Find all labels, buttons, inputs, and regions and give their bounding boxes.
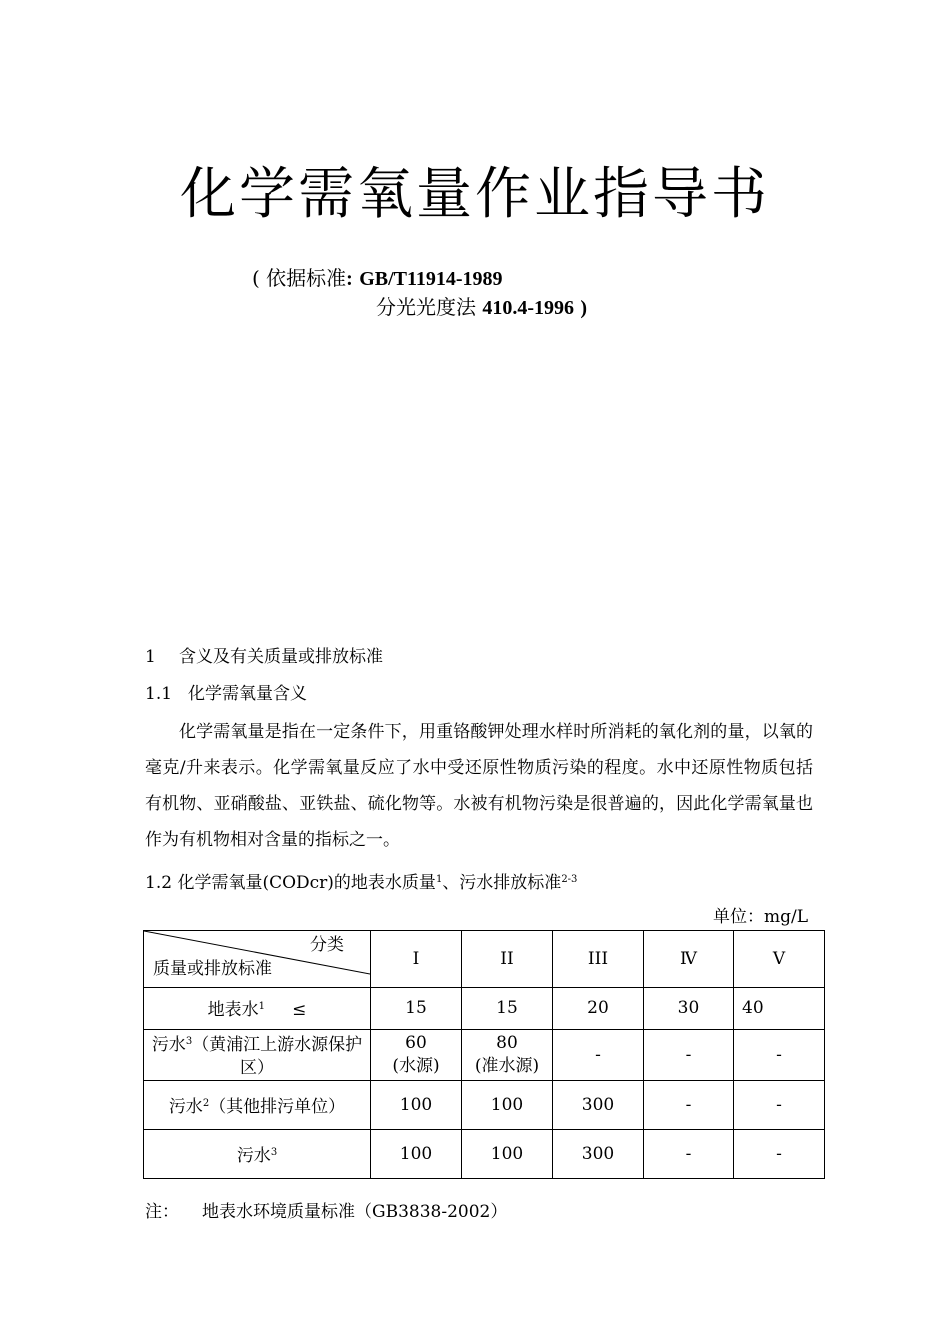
footnote-ref: 3 (185, 1036, 193, 1047)
section-title-mid: 、污水排放标准 (442, 873, 562, 893)
footnote-ref: 1 (258, 1001, 266, 1012)
footnote-ref: 2 (202, 1097, 210, 1109)
table-cell: 20 (553, 988, 644, 1030)
standard-line-2 (376, 293, 587, 322)
section-title-main: 1.2 化学需氧量(CODcr)的地表水质量 (145, 873, 436, 893)
column-header: I (371, 931, 462, 988)
document-title: 化学需氧量作业指导书 (180, 162, 770, 227)
row-label: 污水$^3$（黄浦江上游水源保护区） (144, 1030, 371, 1081)
table-cell: - (734, 1030, 825, 1081)
table-cell: 15 (462, 988, 553, 1030)
table-row (144, 1081, 825, 1130)
corner-bottom-label: 质量或排放标准 (153, 959, 272, 979)
footnote-ref: 1 (435, 874, 443, 885)
table-cell: - (644, 1081, 734, 1130)
standard-method: 分光光度法 (376, 295, 476, 319)
table-cell: 300 (553, 1130, 644, 1179)
table-cell: 30 (644, 988, 734, 1030)
corner-top-label: 分类 (310, 935, 344, 955)
standard-prefix: ( 依据标准 (252, 266, 347, 290)
note-label: 注： (145, 1202, 179, 1222)
table-row (144, 1130, 825, 1179)
column-header: II (462, 931, 553, 988)
section-title: 含义及有关质量或排放标准 (179, 647, 383, 667)
table-cell: - (644, 1130, 734, 1179)
table-note (145, 1200, 507, 1224)
definition-paragraph (145, 714, 813, 858)
footnote-ref: 3 (270, 1146, 278, 1158)
table-cell: 300 (553, 1081, 644, 1130)
table-cell: - (553, 1030, 644, 1081)
standard-code-gb: GB/T11914-1989 (359, 268, 503, 290)
table-cell: 15 (371, 988, 462, 1030)
section-1-2-heading (145, 868, 577, 895)
section-1-heading (145, 645, 383, 669)
footnote-ref: 2-3 (561, 874, 578, 885)
less-equal-symbol: ≤ (292, 1000, 307, 1020)
section-number: 1 (145, 647, 156, 667)
table-cell: 100 (371, 1081, 462, 1130)
table-cell: 60 (水源) (371, 1030, 462, 1081)
table-row (144, 988, 825, 1030)
section-1-1-heading (145, 682, 307, 706)
table-cell: 100 (371, 1130, 462, 1179)
standards-table (143, 930, 825, 1179)
section-number: 1.1 (145, 684, 173, 704)
row-label: 污水$^2$（其他排污单位） (144, 1081, 371, 1130)
section-title: 化学需氧量含义 (188, 684, 307, 704)
table-cell: 100 (462, 1081, 553, 1130)
table-header-row (144, 931, 825, 988)
standard-code-method: 410.4-1996 (482, 297, 575, 319)
standard-colon: : (346, 268, 353, 290)
row-label: 地表水$^1$ ≤ (144, 988, 371, 1030)
table-cell: 100 (462, 1130, 553, 1179)
standard-line-1 (252, 264, 503, 293)
column-header: V (734, 931, 825, 988)
corner-header-cell (144, 931, 371, 988)
table-cell: 80 (准水源) (462, 1030, 553, 1081)
table-cell: - (734, 1130, 825, 1179)
column-header: Ⅳ (644, 931, 734, 988)
table-cell: 40 (734, 988, 825, 1030)
note-text: 地表水环境质量标准（GB3838-2002） (202, 1202, 508, 1222)
table-row (144, 1030, 825, 1081)
table-cell: - (734, 1081, 825, 1130)
row-label: 污水$^3$ (144, 1130, 371, 1179)
table-cell: - (644, 1030, 734, 1081)
standard-suffix: ) (580, 297, 588, 319)
unit-label: 单位：mg/L (712, 907, 808, 927)
column-header: III (553, 931, 644, 988)
paragraph-text: 化学需氧量是指在一定条件下，用重铬酸钾处理水样时所消耗的氧化剂的量，以氧的毫克/升来表示。化学需氧量反应了水中受还原性物质污染的程度。水中还原性物质包括有机物、亚硝酸盐、亚铁盐、硫化物等。水被有机物污染是很普遍的，因此化学需氧量也作为有机物相对含量的指标之一。 (145, 722, 813, 850)
